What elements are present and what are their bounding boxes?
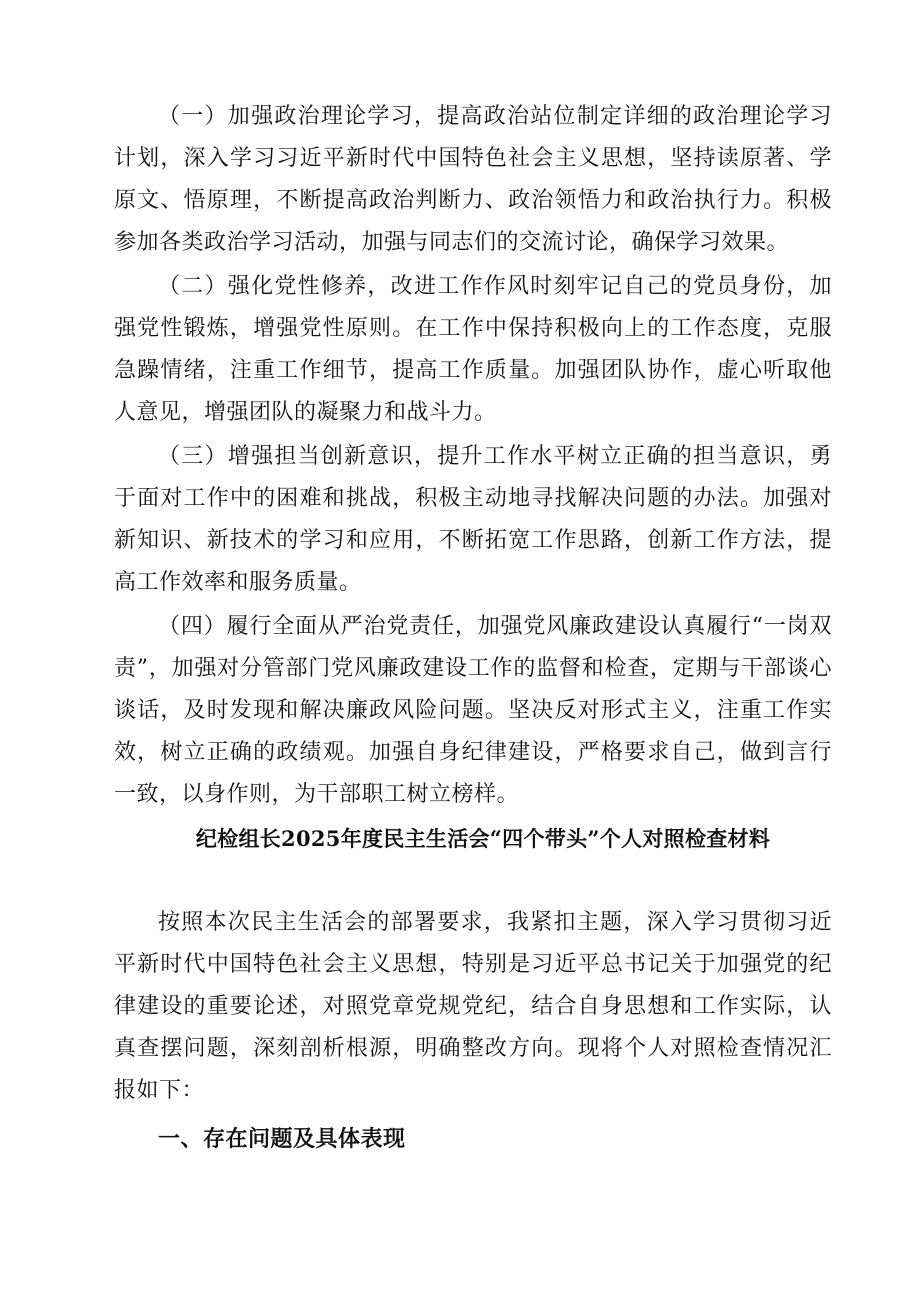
intro-paragraph: 按照本次民主生活会的部署要求，我紧扣主题，深入学习贯彻习近平新时代中国特色社会主义思想，特别是习近平总书记关于加强党的纪律建设的重要论述，对照党章党规党纪，结合自身思想和工作实际，认真查摆问题，深刻剖析根源，明确整改方向。现将个人对照检查情况汇报如下： — [114, 910, 832, 1103]
paragraph-section-2: （二）强化党性修养，改进工作作风时刻牢记自己的党员身份，加强党性锻炼，增强党性原则。在工作中保持积极向上的工作态度，克服急躁情绪，注重工作细节，提高工作质量。加强团队协作，虚心听取他人意见，增强团队的凝聚力和战斗力。 — [114, 274, 832, 425]
paragraph-section-1: （一）加强政治理论学习，提高政治站位制定详细的政治理论学习计划，深入学习习近平新时代中国特色社会主义思想，坚持读原著、学原文、悟原理，不断提高政治判断力、政治领悟力和政治执行力。积极参加各类政治学习活动，加强与同志们的交流讨论，确保学习效果。 — [114, 104, 832, 255]
paragraph-section-3: （三）增强担当创新意识，提升工作水平树立正确的担当意识，勇于面对工作中的困难和挑战，积极主动地寻找解决问题的办法。加强对新知识、新技术的学习和应用，不断拓宽工作思路，创新工作方法，提高工作效率和服务质量。 — [114, 444, 832, 595]
document-title: 纪检组长2025年度民主生活会“四个带头”个人对照检查材料 — [195, 826, 771, 851]
paragraph-section-4: （四）履行全面从严治党责任，加强党风廉政建设认真履行“一岗双责”，加强对分管部门党风廉政建设工作的监督和检查，定期与干部谈心谈话，及时发现和解决廉政风险问题。坚决反对形式主义，注重工作实效，树立正确的政绩观。加强自身纪律建设，严格要求自己，做到言行一致，以身作则，为干部职工树立榜样。 — [114, 614, 832, 807]
section-heading-1: 一、存在问题及具体表现 — [158, 1126, 406, 1152]
